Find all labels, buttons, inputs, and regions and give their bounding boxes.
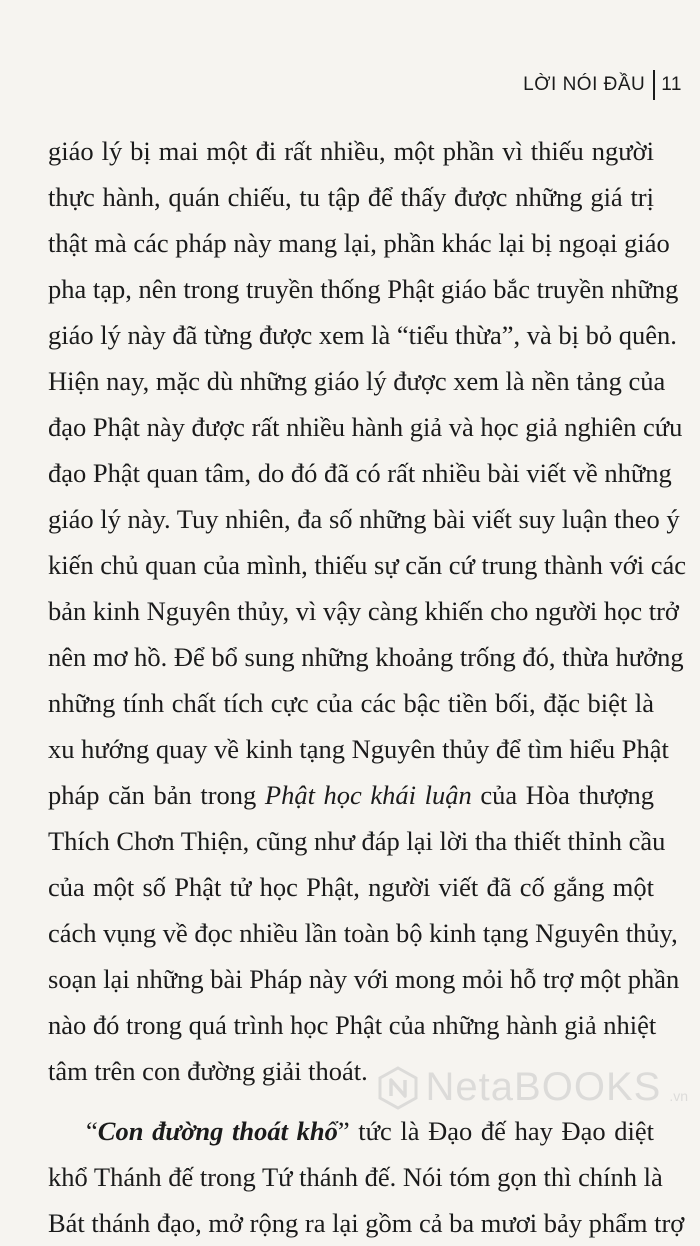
netabooks-logo-icon	[378, 1066, 418, 1110]
watermark	[378, 1065, 688, 1110]
text-line: xu hướng quay về kinh tạng Nguyên thủy để tìm hiểu Phật	[48, 734, 669, 764]
header-separator	[653, 70, 655, 100]
text-line: nào đó trong quá trình học Phật của những hành giả nhiệt	[48, 1010, 657, 1040]
text-line: Thích Chơn Thiện, cũng như đáp lại lời tha thiết thỉnh cầu	[48, 826, 666, 856]
paragraph-end-line: tâm trên con đường giải thoát.	[48, 1056, 368, 1086]
paragraph-start-line	[48, 1108, 654, 1154]
text-line: giáo lý này đã từng được xem là “tiểu thừa”, và bị bỏ quên.	[48, 320, 677, 350]
text-line: thật mà các pháp này mang lại, phần khác lại bị ngoại giáo	[48, 228, 670, 258]
text-line: giáo lý bị mai một đi rất nhiều, một phần vì thiếu người	[48, 136, 654, 166]
running-header	[523, 70, 682, 100]
text-line: giáo lý này. Tuy nhiên, đa số những bài viết suy luận theo ý	[48, 504, 680, 534]
text-line: pha tạp, nên trong truyền thống Phật giáo bắc truyền những	[48, 274, 679, 304]
open-quote: “	[86, 1116, 98, 1146]
text-line: nên mơ hồ. Để bổ sung những khoảng trống đó, thừa hưởng	[48, 642, 684, 672]
text-line: đạo Phật quan tâm, do đó đã có rất nhiều bài viết về những	[48, 458, 672, 488]
text-segment: ” tức là Đạo đế hay Đạo diệt	[337, 1116, 654, 1146]
page-number: 11	[661, 74, 682, 95]
text-line: bản kinh Nguyên thủy, vì vậy càng khiến cho người học trở	[48, 596, 679, 626]
text-line: Bát thánh đạo, mở rộng ra lại gồm cả ba mươi bảy phẩm trợ	[48, 1208, 685, 1238]
text-segment: pháp căn bản trong	[48, 780, 265, 810]
text-line: khổ Thánh đế trong Tứ thánh đế. Nói tóm gọn thì chính là	[48, 1162, 663, 1192]
text-line: đạo Phật này được rất nhiều hành giả và học giả nghiên cứu	[48, 412, 683, 442]
text-line: soạn lại những bài Pháp này với mong mỏi hỗ trợ một phần	[48, 964, 680, 994]
emphasis-bold-italic: Con đường thoát khổ	[97, 1116, 338, 1146]
watermark-text: NetaBOOKS	[425, 1065, 662, 1109]
text-line: cách vụng về đọc nhiều lần toàn bộ kinh tạng Nguyên thủy,	[48, 918, 678, 948]
text-line-with-book-title	[48, 772, 654, 818]
watermark-suffix: .vn	[669, 1088, 688, 1104]
text-line: của một số Phật tử học Phật, người viết đã cố gắng một	[48, 872, 654, 902]
chapter-title: LỜI NÓI ĐẦU	[523, 74, 646, 95]
text-line: kiến chủ quan của mình, thiếu sự căn cứ trung thành với các	[48, 550, 687, 580]
book-title-italic: Phật học khái luận	[264, 780, 472, 810]
text-line: những tính chất tích cực của các bậc tiền bối, đặc biệt là	[48, 688, 654, 718]
text-line: thực hành, quán chiếu, tu tập để thấy được những giá trị	[48, 182, 654, 212]
text-segment: của Hòa thượng	[471, 780, 654, 810]
text-line: Hiện nay, mặc dù những giáo lý được xem là nền tảng của	[48, 366, 666, 396]
